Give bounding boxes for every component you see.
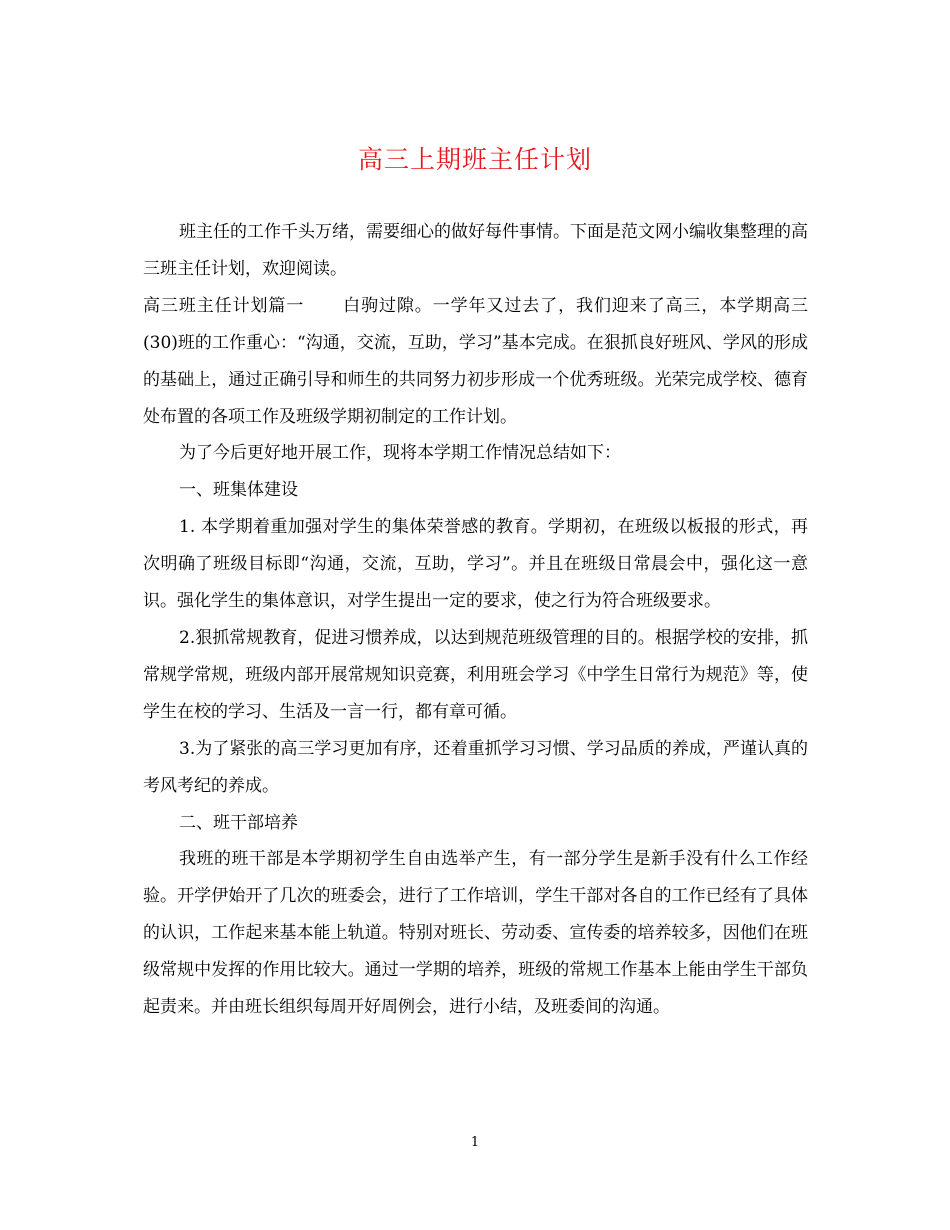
section1-item-3: 3.为了紧张的高三学习更加有序，还着重抓学习习惯、学习品质的养成，严谨认真的考风考纪的养成。	[143, 738, 808, 796]
document-title: 高三上期班主任计划	[357, 145, 592, 174]
section-heading-class-building: 一、班集体建设	[179, 480, 298, 501]
intro-paragraph: 班主任的工作千头万绪，需要细心的做好每件事情。下面是范文网小编收集整理的高三班主任计划，欢迎阅读。	[143, 222, 808, 279]
section-heading-cadre-training: 二、班干部培养	[179, 812, 298, 833]
document-body	[143, 214, 808, 1026]
section1-item-1: 1. 本学期着重加强对学生的集体荣誉感的教育。学期初，在班级以板报的形式，再次明确了班级目标即“沟通，交流，互助，学习”。并且在班级日常晨会中，强化这一意识。强化学生的集体意识，对学生提出一定的要求，使之行为符合班级要求。	[143, 517, 808, 612]
summary-intro-paragraph: 为了今后更好地开展工作，现将本学期工作情况总结如下：	[179, 443, 621, 464]
plan-paragraph	[143, 288, 808, 436]
section1-item-2: 2.狠抓常规教育，促进习惯养成，以达到规范班级管理的目的。根据学校的安排，抓常规学常规，班级内部开展常规知识竞赛，利用班会学习《中学生日常行为规范》等，使学生在校的学习、生活及一言一行，都有章可循。	[143, 627, 808, 722]
plan-body: 白驹过隙。一学年又过去了，我们迎来了高三，本学期高三(30)班的工作重心：“沟通，交流，互助，学习”基本完成。在狠抓良好班风、学风的形成的基础上，通过正确引导和师生的共同努力初步形成一个优秀班级。光荣完成学校、德育处布置的各项工作及班级学期初制定的工作计划。	[143, 295, 809, 427]
plan-label: 高三班主任计划篇一	[143, 295, 305, 316]
page-number: 1	[470, 1135, 480, 1150]
section2-body: 我班的班干部是本学期初学生自由选举产生，有一部分学生是新手没有什么工作经验。开学伊始开了几次的班委会，进行了工作培训，学生干部对各自的工作已经有了具体的认识，工作起来基本能上轨道。特别对班长、劳动委、宣传委的培养较多，因他们在班级常规中发挥的作用比较大。通过一学期的培养，班级的常规工作基本上能由学生干部负起责来。并由班长组织每周开好周例会，进行小结，及班委间的沟通。	[143, 849, 808, 1018]
